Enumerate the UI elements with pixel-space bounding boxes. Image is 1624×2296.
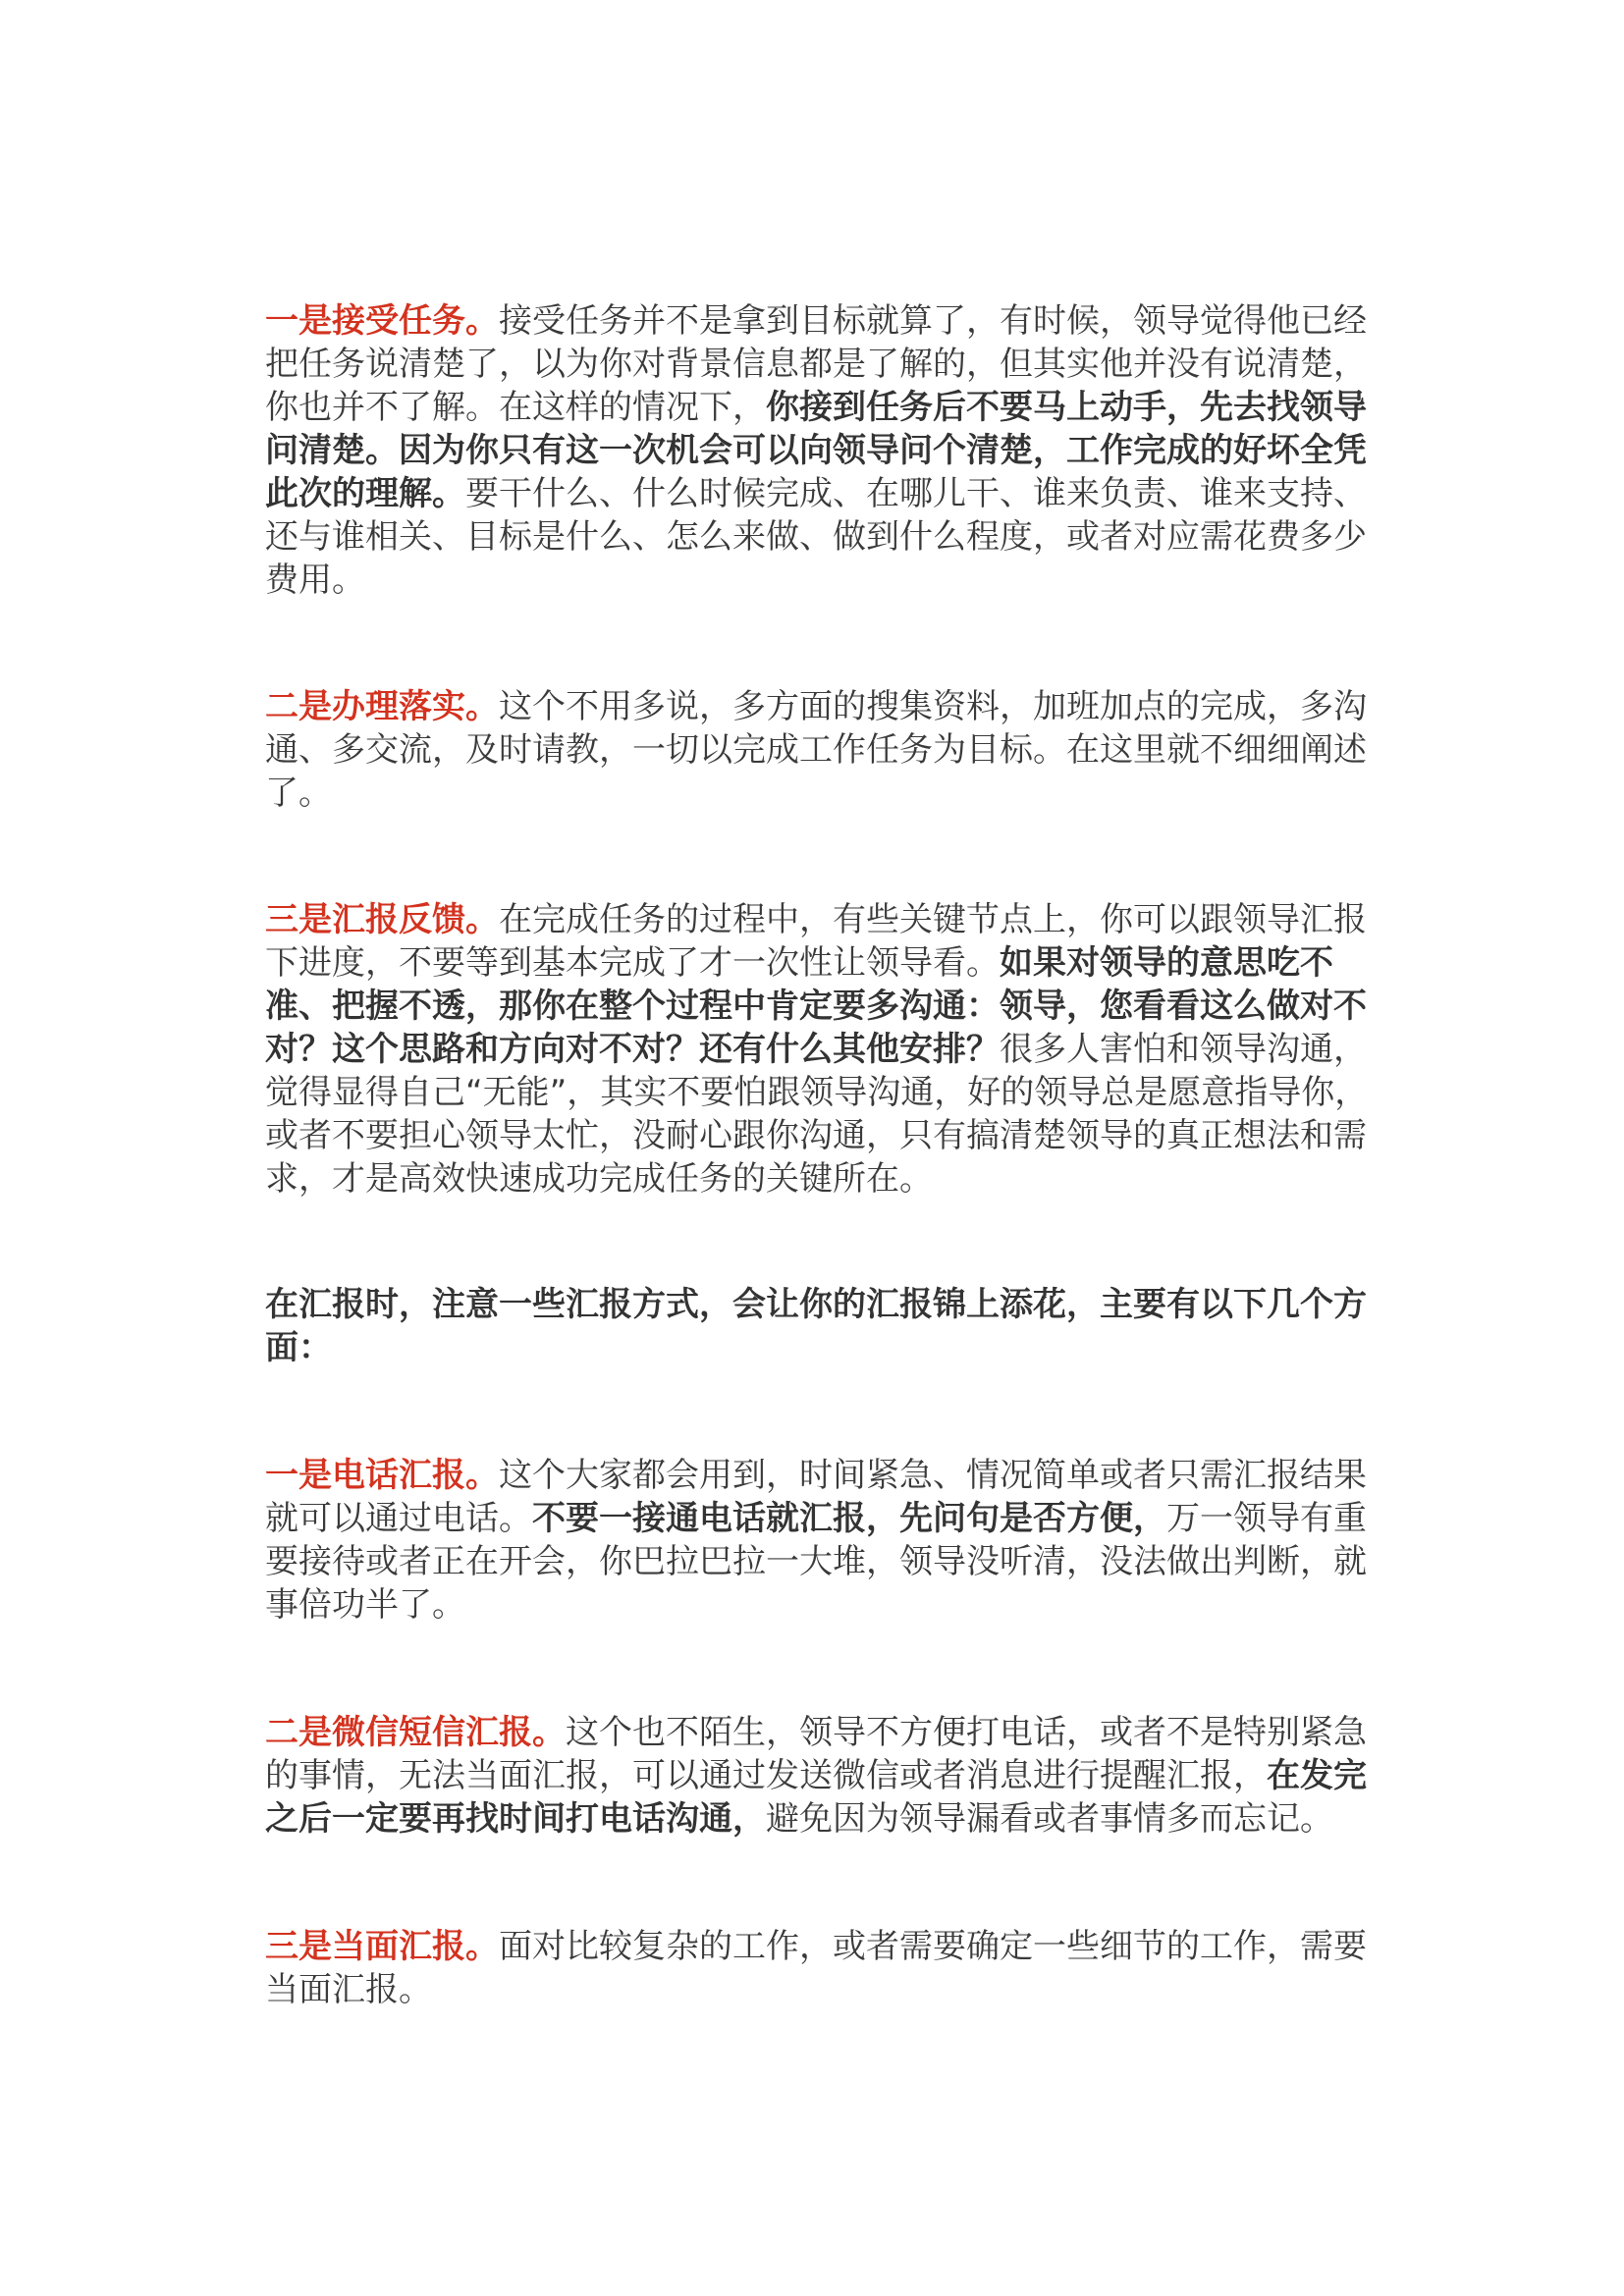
body-text: 面对比较复杂的工作，或者需要确定一些细节的工作，需要当面汇报。 <box>265 1927 1367 2009</box>
heading-accept-task: 一是接受任务。 <box>265 301 499 341</box>
emphasis-text: 如果对领导的意思吃不准、把握不透，那你在整个过程中肯定要多沟通：领导，您看看这么做对不对？这个思路和方向对不对？还有什么其他安排？ <box>265 943 1367 1069</box>
body-text: 很多人害怕和领导沟通，觉得显得自己“无能”，其实不要怕跟领导沟通，好的领导总是愿意指导你，或者不要担心领导太忙，没耐心跟你沟通，只有搞清楚领导的真正想法和需求，才是高效快速成功完成任务的关键所在。 <box>265 1030 1369 1199</box>
emphasis-text: 在发完之后一定要再找时间打电话沟通， <box>265 1756 1367 1839</box>
paragraph-face-to-face-report <box>265 1925 1370 2011</box>
emphasis-text: 在汇报时，注意一些汇报方式，会让你的汇报锦上添花，主要有以下几个方面： <box>265 1285 1367 1367</box>
paragraph-phone-report <box>265 1454 1370 1627</box>
heading-wechat-report: 二是微信短信汇报。 <box>265 1713 566 1752</box>
body-text: 万一领导有重要接待或者正在开会，你巴拉巴拉一大堆，领导没听清，没法做出判断，就事倍功半了。 <box>265 1499 1367 1625</box>
body-text: 这个大家都会用到，时间紧急、情况简单或者只需汇报结果就可以通过电话。 <box>265 1456 1367 1538</box>
body-text: 避免因为领导漏看或者事情多而忘记。 <box>766 1799 1333 1839</box>
paragraph-implement <box>265 685 1370 815</box>
heading-report-feedback: 三是汇报反馈。 <box>265 900 499 939</box>
body-text: 在完成任务的过程中，有些关键节点上，你可以跟领导汇报下进度，不要等到基本完成了才一次性让领导看。 <box>265 900 1367 983</box>
body-text: 这个也不陌生，领导不方便打电话，或者不是特别紧急的事情，无法当面汇报，可以通过发送微信或者消息进行提醒汇报， <box>265 1713 1367 1795</box>
emphasis-text: 你接到任务后不要马上动手，先去找领导问清楚。因为你只有这一次机会可以向领导问个清楚，工作完成的好坏全凭此次的理解。 <box>265 388 1367 513</box>
paragraph-report-methods-intro <box>265 1283 1370 1369</box>
heading-face-to-face-report: 三是当面汇报。 <box>265 1927 499 1966</box>
paragraph-accept-task <box>265 299 1370 602</box>
paragraph-wechat-report <box>265 1711 1370 1841</box>
emphasis-text: 不要一接通电话就汇报，先问句是否方便， <box>532 1499 1166 1538</box>
body-text: 接受任务并不是拿到目标就算了，有时候，领导觉得他已经把任务说清楚了，以为你对背景信息都是了解的，但其实他并没有说清楚，你也并不了解。在这样的情况下， <box>265 301 1367 427</box>
body-text: 这个不用多说，多方面的搜集资料，加班加点的完成，多沟通、多交流，及时请教，一切以完成工作任务为目标。在这里就不细细阐述了。 <box>265 687 1367 813</box>
paragraph-report-feedback <box>265 898 1370 1201</box>
heading-phone-report: 一是电话汇报。 <box>265 1456 499 1495</box>
body-text: 要干什么、什么时候完成、在哪儿干、谁来负责、谁来支持、还与谁相关、目标是什么、怎么来做、做到什么程度，或者对应需花费多少费用。 <box>265 474 1367 600</box>
heading-implement: 二是办理落实。 <box>265 687 499 726</box>
